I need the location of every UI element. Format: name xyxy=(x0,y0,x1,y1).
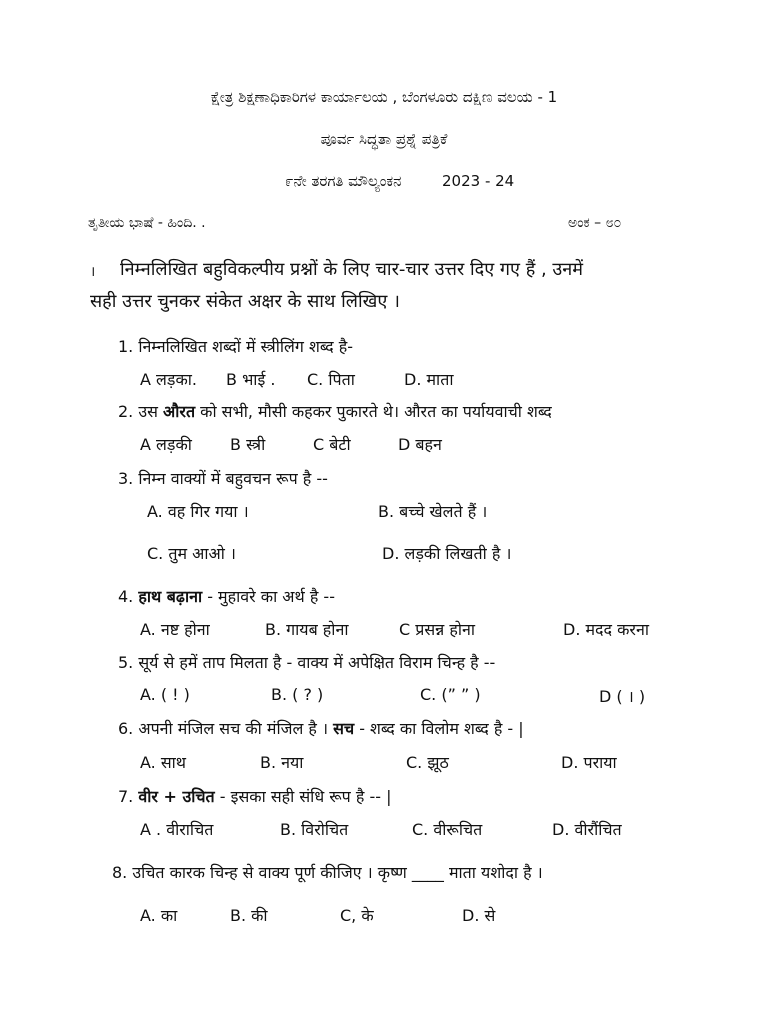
class-assessment: ೯ನೇ ತರಗತಿ ಮೌಲ್ಯಂಕನ xyxy=(285,172,402,190)
q3-option-d: D. लड़की लिखती है । xyxy=(382,544,512,563)
q8-option-c: C, के xyxy=(340,906,374,925)
q6-post: - शब्द का विलोम शब्द है - | xyxy=(354,719,524,738)
q6-pre: 6. अपनी मंजिल सच की मंजिल है । xyxy=(118,719,334,738)
q8-option-b: B. की xyxy=(230,906,268,925)
q4-option-b: B. गायब होना xyxy=(265,620,349,639)
q5-option-d: D ( । ) xyxy=(599,687,646,706)
paper-title: ಪೂರ್ವ ಸಿದ್ಧತಾ ಪ್ರಶ್ನೆ ಪತ್ರಿಕೆ xyxy=(320,130,448,148)
q1-option-a: A लड़का. xyxy=(140,370,197,389)
question-2 xyxy=(118,400,552,422)
q4-option-d: D. मदद करना xyxy=(563,620,649,639)
subject-label: ತೃತೀಯ ಭಾಷೆ - ಹಿಂದಿ. . xyxy=(88,215,206,231)
q7-option-b: B. विरोचित xyxy=(280,820,349,839)
q7-option-c: C. वीरूचित xyxy=(412,820,483,839)
q3-option-c: C. तुम आओ । xyxy=(147,544,236,563)
q8-option-a: A. का xyxy=(140,906,178,925)
question-3: 3. निम्न वाक्यों में बहुवचन रूप है -- xyxy=(118,469,328,488)
q7-option-d: D. वीरौंचित xyxy=(552,820,622,839)
q6-option-b: B. नया xyxy=(260,753,304,772)
q1-option-b: B भाई . xyxy=(226,370,276,389)
q2-post: को सभी, मौसी कहकर पुकारते थे। औरत का पर्यायवाची शब्द xyxy=(195,402,552,421)
academic-year: 2023 - 24 xyxy=(442,172,515,190)
q2-option-a: A लड़की xyxy=(140,435,192,454)
q2-option-c: C बेटी xyxy=(313,435,351,454)
q6-keyword: सच xyxy=(333,719,355,738)
q4-keyword: हाथ बढ़ाना xyxy=(138,587,203,606)
q4-pre: 4. xyxy=(118,587,139,606)
q6-option-d: D. पराया xyxy=(561,753,617,772)
q5-option-c: C. (” ” ) xyxy=(420,685,481,704)
q4-option-a: A. नष्ट होना xyxy=(140,620,210,639)
q2-option-d: D बहन xyxy=(398,435,442,454)
q2-pre: 2. उस xyxy=(118,402,164,421)
q7-pre: 7. xyxy=(118,787,139,806)
q4-option-c: C प्रसन्न होना xyxy=(399,620,476,639)
total-marks: ಅಂಕ – ೮೦ xyxy=(568,215,622,231)
q7-keyword: वीर + उचित xyxy=(138,787,215,806)
section-instruction-line1: निम्नलिखित बहुविकल्पीय प्रश्नों के लिए चार-चार उत्तर दिए गए हैं , उनमें xyxy=(120,259,584,280)
question-8: 8. उचित कारक चिन्ह से वाक्य पूर्ण कीजिए । कृष्ण ____ माता यशोदा है । xyxy=(112,863,543,882)
q4-post: - मुहावरे का अर्थ है -- xyxy=(202,587,335,606)
q8-option-d: D. से xyxy=(462,906,496,925)
q7-option-a: A . वीराचित xyxy=(140,820,214,839)
q7-post: - इसका सही संधि रूप है -- | xyxy=(214,787,392,806)
q2-keyword: औरत xyxy=(163,402,196,421)
section-number: । xyxy=(90,264,96,280)
question-6 xyxy=(118,717,524,739)
q6-option-c: C. झूठ xyxy=(406,753,449,772)
q5-option-a: A. ( ! ) xyxy=(140,685,190,704)
question-7 xyxy=(118,785,391,807)
q2-option-b: B स्त्री xyxy=(230,435,266,454)
q1-option-c: C. पिता xyxy=(307,370,355,389)
q6-option-a: A. साथ xyxy=(140,753,187,772)
office-title: ಕ್ಷೇತ್ರ ಶಿಕ್ಷಣಾಧಿಕಾರಿಗಳ ಕಾರ್ಯಾಲಯ , ಬೆಂಗಳೂರು ದಕ್ಷಿಣ ವಲಯ - 1 xyxy=(210,88,558,106)
q5-option-b: B. ( ? ) xyxy=(271,685,324,704)
question-4 xyxy=(118,585,335,607)
question-5: 5. सूर्य से हमें ताप मिलता है - वाक्य में अपेक्षित विराम चिन्ह है -- xyxy=(118,653,496,672)
section-instruction-line2: सही उत्तर चुनकर संकेत अक्षर के साथ लिखिए । xyxy=(90,291,400,312)
question-1: 1. निम्नलिखित शब्दों में स्त्रीलिंग शब्द है- xyxy=(118,337,354,356)
q1-option-d: D. माता xyxy=(404,370,454,389)
q3-option-a: A. वह गिर गया । xyxy=(147,502,249,521)
q3-option-b: B. बच्चे खेलते हैं । xyxy=(378,502,488,521)
